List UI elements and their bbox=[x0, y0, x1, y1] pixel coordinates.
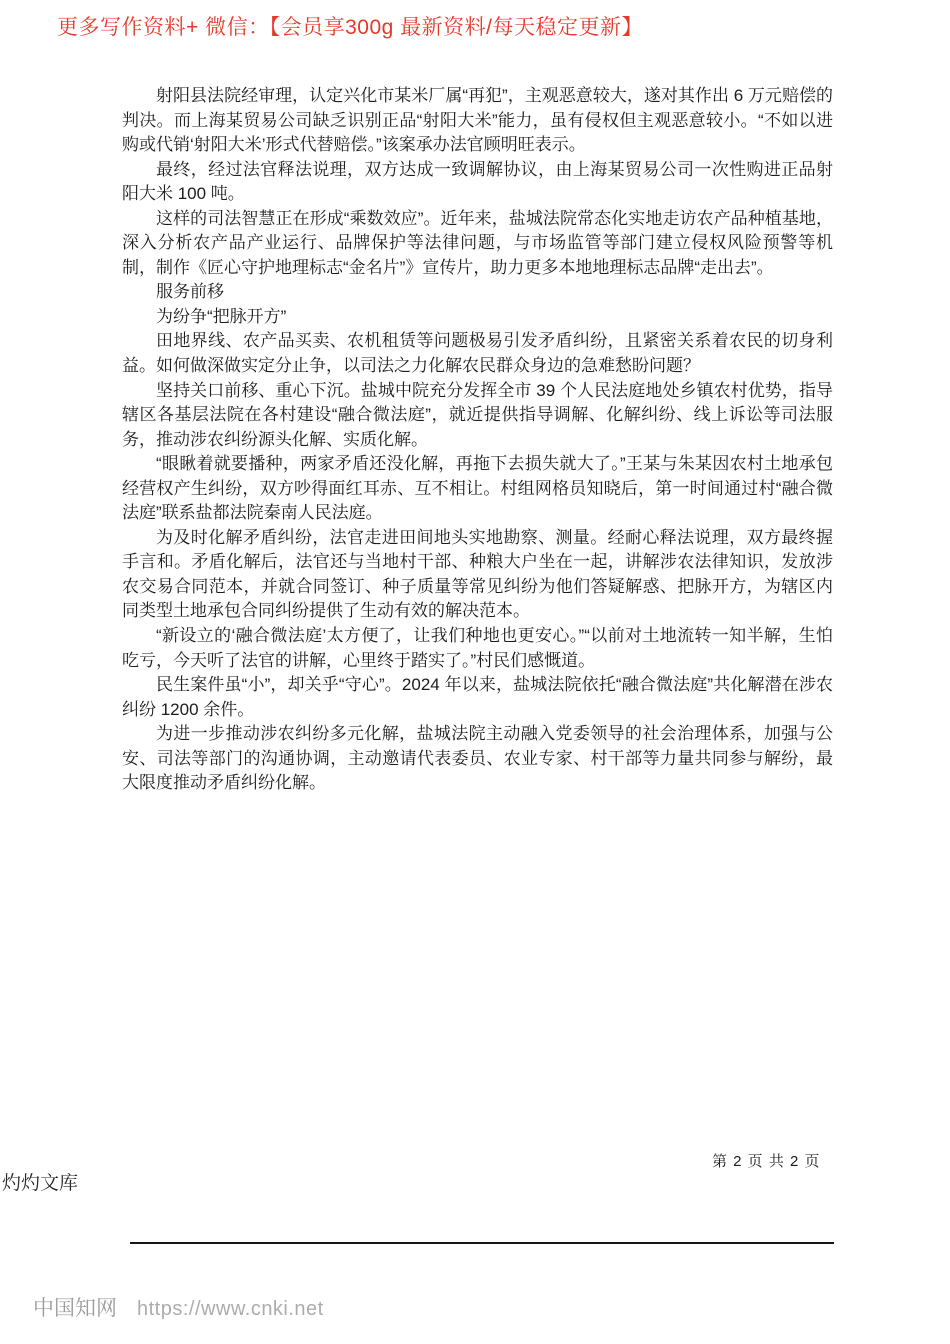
cnki-watermark bbox=[33, 1292, 324, 1322]
paragraph: 这样的司法智慧正在形成“乘数效应”。近年来，盐城法院常态化实地走访农产品种植基地，深入分析农产品产业运行、品牌保护等法律问题，与市场监管等部门建立侵权风险预警等机制，制作《匠心守护地理标志“金名片”》宣传片，助力更多本地地理标志品牌“走出去”。 bbox=[122, 208, 833, 277]
paragraph: 为进一步推动涉农纠纷多元化解，盐城法院主动融入党委领导的社会治理体系，加强与公安、司法等部门的沟通协调，主动邀请代表委员、农业专家、村干部等力量共同参与解纷，最大限度推动矛盾纠纷化解。 bbox=[122, 724, 833, 793]
paragraph: 为及时化解矛盾纠纷，法官走进田间地头实地勘察、测量。经耐心释法说理，双方最终握手言和。矛盾化解后，法官还与当地村干部、种粮大户坐在一起，讲解涉农法律知识，发放涉农交易合同范本，并就合同签订、种子质量等常见纠纷为他们答疑解惑、把脉开方，为辖区内同类型土地承包合同纠纷提供了生动有效的解决范本。 bbox=[122, 527, 833, 621]
cnki-site-url: https://www.cnki.net bbox=[137, 1298, 324, 1320]
paragraph: “新设立的‘融合微法庭’太方便了，让我们种地也更安心。”“以前对土地流转一知半解，生怕吃亏，今天听了法官的讲解，心里终于踏实了。”村民们感慨道。 bbox=[122, 626, 833, 670]
paragraph: 射阳县法院经审理，认定兴化市某米厂属“再犯”，主观恶意较大，遂对其作出 6 万元赔偿的判决。而上海某贸易公司缺乏识别正品“射阳大米”能力，虽有侵权但主观恶意较小。“不如以进购或代销‘射阳大米’形式代替赔偿。”该案承办法官顾明旺表示。 bbox=[122, 86, 833, 155]
paragraph: 民生案件虽“小”，却关乎“守心”。2024 年以来，盐城法院依托“融合微法庭”共化解潜在涉农纠纷 1200 余件。 bbox=[122, 675, 833, 719]
promo-banner: 更多写作资料+ 微信：【会员享300g 最新资料/每天稳定更新】 bbox=[57, 16, 643, 39]
paragraph: “眼瞅着就要播种，两家矛盾还没化解，再拖下去损失就大了。”王某与朱某因农村土地承包经营权产生纠纷，双方吵得面红耳赤、互不相让。村组网格员知晓后，第一时间通过村“融合微法庭”联系盐都法院秦南人民法庭。 bbox=[122, 454, 833, 523]
section-subheading: 为纷争“把脉开方” bbox=[156, 306, 287, 326]
library-watermark: 灼灼文库 bbox=[2, 1173, 79, 1194]
cnki-site-name: 中国知网 bbox=[33, 1297, 117, 1320]
paragraph: 坚持关口前移、重心下沉。盐城中院充分发挥全市 39 个人民法庭地处乡镇农村优势，指导辖区各基层法院在各村建设“融合微法庭”，就近提供指导调解、化解纠纷、线上诉讼等司法服务，推动涉农纠纷源头化解、实质化解。 bbox=[122, 380, 833, 449]
paragraph: 最终，经过法官释法说理，双方达成一致调解协议，由上海某贸易公司一次性购进正品射阳大米 100 吨。 bbox=[122, 159, 833, 204]
article-body bbox=[122, 84, 833, 796]
paragraph: 田地界线、农产品买卖、农机租赁等问题极易引发矛盾纠纷，且紧密关系着农民的切身利益。如何做深做实定分止争，以司法之力化解农民群众身边的急难愁盼问题？ bbox=[122, 331, 833, 376]
section-heading: 服务前移 bbox=[156, 282, 224, 302]
footer-divider bbox=[130, 1242, 834, 1244]
page-number: 第 2 页 共 2 页 bbox=[712, 1153, 821, 1170]
